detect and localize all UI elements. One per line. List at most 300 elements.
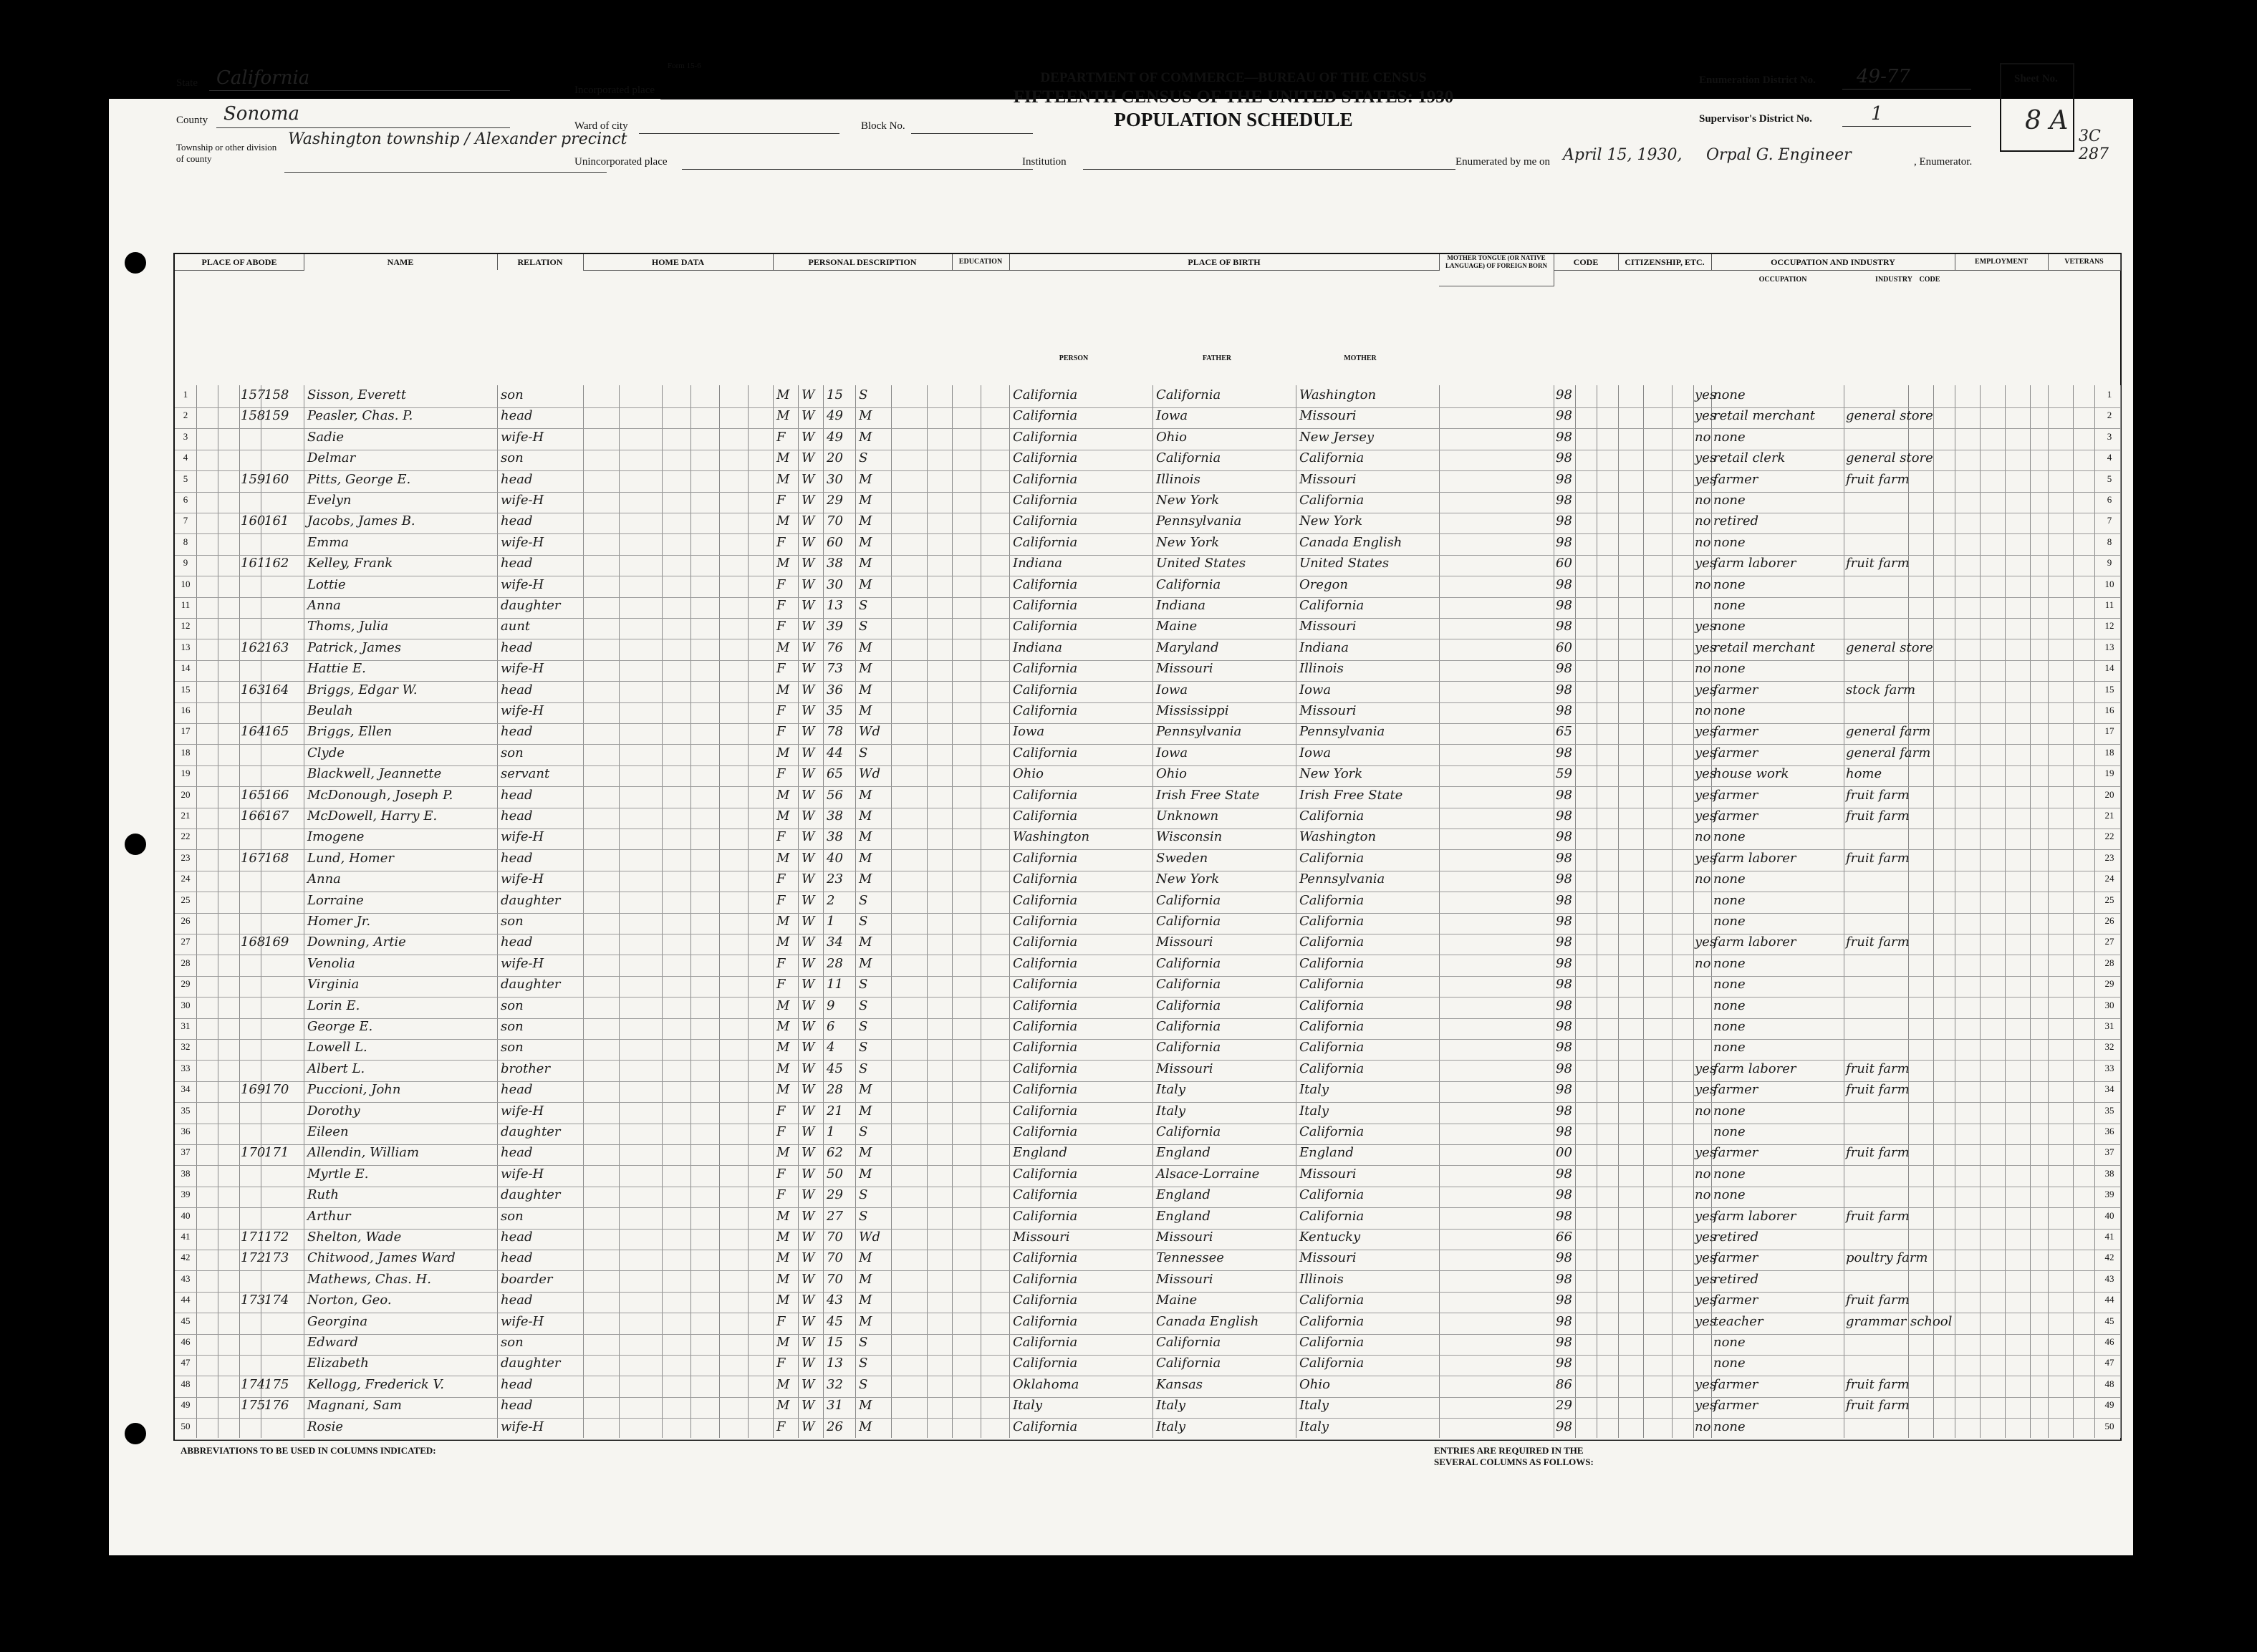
line-number-right: 38 (2104, 1167, 2114, 1179)
table-row (175, 1166, 2120, 1187)
occupation: farmer (1713, 724, 1758, 740)
table-row (175, 1250, 2120, 1271)
birthplace-father: California (1156, 914, 1221, 929)
person-name: Chitwood, James Ward (307, 1250, 456, 1266)
industry: fruit farm (1846, 934, 1910, 950)
occupation: farmer (1713, 682, 1758, 697)
birthplace-mother: California (1299, 1356, 1365, 1371)
able-to-speak-english: yes (1695, 1271, 1717, 1287)
birthplace-person: California (1013, 1082, 1078, 1098)
table-row (175, 555, 2120, 576)
able-to-speak-english: no (1695, 576, 1711, 592)
industry: general farm (1846, 745, 1931, 760)
birth-code: 98 (1556, 850, 1572, 866)
birthplace-mother: California (1299, 1187, 1365, 1203)
birth-code: 98 (1556, 408, 1572, 424)
able-to-speak-english: yes (1695, 934, 1717, 950)
line-number: 23 (181, 851, 191, 863)
table-row (175, 934, 2120, 955)
birthplace-father: California (1156, 450, 1221, 466)
sex: M (776, 1335, 790, 1350)
birthplace-person: California (1013, 1271, 1078, 1287)
race: W (802, 598, 815, 613)
birth-code: 29 (1556, 1398, 1572, 1414)
table-row (175, 1061, 2120, 1082)
sex: M (776, 556, 790, 571)
sex: M (776, 1040, 790, 1056)
able-to-speak-english: yes (1695, 1145, 1717, 1161)
able-to-speak-english: no (1695, 1419, 1711, 1434)
birthplace-father: Alsace-Lorraine (1156, 1166, 1260, 1182)
table-row (175, 808, 2120, 829)
relation: aunt (501, 619, 531, 634)
group-abode: PLACE OF ABODE (175, 254, 304, 271)
relation: boarder (501, 1271, 553, 1287)
person-name: Virginia (307, 977, 360, 992)
person-name: Edward (307, 1335, 358, 1350)
line-number-right: 8 (2107, 536, 2112, 547)
age: 43 (827, 1293, 843, 1308)
marital-status: M (859, 850, 872, 866)
race: W (802, 1419, 815, 1434)
occupation: none (1713, 1187, 1746, 1203)
birthplace-person: California (1013, 1124, 1078, 1139)
group-name: NAME (304, 254, 498, 270)
race: W (802, 1293, 815, 1308)
birthplace-mother: California (1299, 1208, 1365, 1224)
birth-code: 98 (1556, 1187, 1572, 1203)
ed-label: Enumeration District No. (1699, 74, 1816, 86)
enumerated-label: Enumerated by me on (1455, 156, 1551, 168)
person-name: Patrick, James (307, 639, 401, 655)
able-to-speak-english: no (1695, 955, 1711, 971)
birthplace-father: New York (1156, 534, 1220, 550)
sex: M (776, 471, 790, 487)
able-to-speak-english: yes (1695, 450, 1717, 466)
birthplace-father: California (1156, 977, 1221, 992)
able-to-speak-english: yes (1695, 1250, 1717, 1266)
race: W (802, 766, 815, 782)
person-name: Clyde (307, 745, 345, 760)
birthplace-person: California (1013, 1250, 1078, 1266)
occupation: none (1713, 429, 1746, 445)
table-row (175, 955, 2120, 977)
occupation: farmer (1713, 1293, 1758, 1308)
relation: son (501, 387, 524, 402)
race: W (802, 1187, 815, 1203)
marital-status: M (859, 1082, 872, 1098)
line-number-right: 39 (2104, 1189, 2114, 1200)
birthplace-person: California (1013, 998, 1078, 1013)
race: W (802, 998, 815, 1013)
race: W (802, 1040, 815, 1056)
birth-code: 98 (1556, 871, 1572, 887)
able-to-speak-english: no (1695, 703, 1711, 718)
family-number: 163 (264, 639, 289, 655)
race: W (802, 1208, 815, 1224)
birth-code: 98 (1556, 450, 1572, 466)
institution-underline (1083, 169, 1455, 170)
ed-underline (1842, 89, 1971, 90)
sex: F (776, 955, 786, 971)
age: 30 (827, 471, 843, 487)
race: W (802, 724, 815, 740)
dwelling-number: 161 (241, 556, 266, 571)
marital-status: M (859, 787, 872, 803)
line-number-right: 12 (2104, 620, 2114, 632)
birth-code: 98 (1556, 914, 1572, 929)
table-row (175, 745, 2120, 766)
line-number: 49 (181, 1399, 191, 1411)
birthplace-father: Maryland (1156, 639, 1219, 655)
sex: F (776, 661, 786, 677)
industry: fruit farm (1846, 850, 1910, 866)
census-sheet (109, 62, 2133, 1555)
birthplace-mother: Irish Free State (1299, 787, 1403, 803)
race: W (802, 387, 815, 402)
able-to-speak-english: yes (1695, 850, 1717, 866)
line-number-right: 49 (2104, 1399, 2114, 1411)
birthplace-person: Italy (1013, 1398, 1043, 1414)
occupation: none (1713, 598, 1746, 613)
marital-status: M (859, 1293, 872, 1308)
line-number-right: 11 (2104, 599, 2114, 610)
line-number: 17 (181, 725, 191, 737)
birthplace-person: California (1013, 1103, 1078, 1119)
line-number-right: 32 (2104, 1041, 2114, 1053)
family-number: 173 (264, 1250, 289, 1266)
relation: wife-H (501, 429, 544, 445)
age: 28 (827, 1082, 843, 1098)
dwelling-number: 171 (241, 1230, 266, 1245)
relation: daughter (501, 1356, 561, 1371)
table-row (175, 1355, 2120, 1376)
occupation: farmer (1713, 1398, 1758, 1414)
race: W (802, 534, 815, 550)
group-home: HOME DATA (583, 254, 774, 271)
occupation: none (1713, 493, 1746, 508)
occupation: farm laborer (1713, 556, 1796, 571)
dwelling-number: 159 (241, 471, 266, 487)
birth-code: 98 (1556, 1356, 1572, 1371)
line-number: 35 (181, 1104, 191, 1116)
age: 70 (827, 513, 843, 529)
table-row (175, 998, 2120, 1019)
group-occupation: OCCUPATION AND INDUSTRY (1711, 254, 1955, 271)
age: 30 (827, 576, 843, 592)
birthplace-father: California (1156, 387, 1221, 402)
birthplace-mother: California (1299, 1061, 1365, 1076)
person-name: Jacobs, James B. (307, 513, 415, 529)
dwelling-number: 174 (241, 1376, 266, 1392)
county-underline (216, 127, 510, 128)
birthplace-mother: Ohio (1299, 1376, 1330, 1392)
birthplace-father: Pennsylvania (1156, 513, 1242, 529)
birthplace-person: California (1013, 1293, 1078, 1308)
person-name: Thoms, Julia (307, 619, 389, 634)
relation: wife-H (501, 1313, 544, 1329)
occupation: none (1713, 576, 1746, 592)
birthplace-person: California (1013, 408, 1078, 424)
person-name: Rosie (307, 1419, 344, 1434)
birthplace-person: California (1013, 1040, 1078, 1056)
colhead-code: CODE (1919, 276, 1940, 284)
birthplace-person: California (1013, 493, 1078, 508)
age: 70 (827, 1230, 843, 1245)
sex: F (776, 829, 786, 845)
table-row (175, 492, 2120, 513)
able-to-speak-english: yes (1695, 619, 1717, 634)
person-name: Kelley, Frank (307, 556, 393, 571)
occupation: none (1713, 998, 1746, 1013)
table-row (175, 597, 2120, 619)
birth-code: 98 (1556, 1019, 1572, 1034)
family-number: 158 (264, 387, 289, 402)
birth-code: 98 (1556, 387, 1572, 402)
occupation: retired (1713, 1271, 1759, 1287)
dwelling-number: 164 (241, 724, 266, 740)
table-row (175, 429, 2120, 450)
incorporated-underline (660, 99, 1033, 100)
birthplace-person: California (1013, 871, 1078, 887)
industry: general store (1846, 450, 1933, 466)
sex: F (776, 429, 786, 445)
line-number-right: 13 (2104, 641, 2114, 652)
able-to-speak-english: no (1695, 534, 1711, 550)
birthplace-person: California (1013, 1356, 1078, 1371)
able-to-speak-english: no (1695, 513, 1711, 529)
birth-code: 98 (1556, 598, 1572, 613)
person-name: Eileen (307, 1124, 349, 1139)
birthplace-mother: New York (1299, 513, 1363, 529)
birth-code: 98 (1556, 1103, 1572, 1119)
birthplace-father: Maine (1156, 1293, 1198, 1308)
race: W (802, 808, 815, 823)
race: W (802, 787, 815, 803)
sex: F (776, 1313, 786, 1329)
able-to-speak-english: yes (1695, 1208, 1717, 1224)
person-name: Hattie E. (307, 661, 366, 677)
person-name: Lorraine (307, 892, 364, 908)
able-to-speak-english: no (1695, 1166, 1711, 1182)
race: W (802, 1335, 815, 1350)
occupation: none (1713, 534, 1746, 550)
birthplace-mother: Pennsylvania (1299, 871, 1385, 887)
birth-code: 98 (1556, 977, 1572, 992)
age: 15 (827, 387, 843, 402)
birth-code: 98 (1556, 682, 1572, 697)
line-number: 50 (181, 1420, 191, 1431)
able-to-speak-english: yes (1695, 682, 1717, 697)
occupation: none (1713, 892, 1746, 908)
person-name: Pitts, George E. (307, 471, 411, 487)
age: 32 (827, 1376, 843, 1392)
race: W (802, 1103, 815, 1119)
marital-status: S (859, 1124, 868, 1139)
marital-status: S (859, 1019, 868, 1034)
table-row (175, 1208, 2120, 1230)
race: W (802, 493, 815, 508)
industry: fruit farm (1846, 787, 1910, 803)
relation: wife-H (501, 703, 544, 718)
birthplace-father: Missouri (1156, 934, 1213, 950)
state-label: State (176, 77, 198, 89)
person-name: Arthur (307, 1208, 351, 1224)
relation: daughter (501, 977, 561, 992)
race: W (802, 977, 815, 992)
person-name: Lottie (307, 576, 346, 592)
group-citizenship: CITIZENSHIP, ETC. (1618, 254, 1712, 271)
marital-status: M (859, 829, 872, 845)
line-number: 34 (181, 1083, 191, 1095)
marital-status: M (859, 1145, 872, 1161)
table-row (175, 682, 2120, 703)
birthplace-person: California (1013, 892, 1078, 908)
birthplace-person: California (1013, 1335, 1078, 1350)
marital-status: M (859, 1250, 872, 1266)
birth-code: 65 (1556, 724, 1572, 740)
able-to-speak-english: yes (1695, 1398, 1717, 1414)
person-name: Homer Jr. (307, 914, 371, 929)
birthplace-person: California (1013, 576, 1078, 592)
birthplace-father: England (1156, 1145, 1211, 1161)
race: W (802, 1061, 815, 1076)
person-name: Lowell L. (307, 1040, 367, 1056)
able-to-speak-english: yes (1695, 745, 1717, 760)
birthplace-person: California (1013, 534, 1078, 550)
line-number-right: 37 (2104, 1146, 2114, 1158)
table-row (175, 1018, 2120, 1040)
line-number: 42 (181, 1252, 191, 1263)
table-row (175, 829, 2120, 850)
occupation: farm laborer (1713, 850, 1796, 866)
dwelling-number: 172 (241, 1250, 266, 1266)
age: 15 (827, 1335, 843, 1350)
birthplace-person: California (1013, 787, 1078, 803)
age: 78 (827, 724, 843, 740)
able-to-speak-english: yes (1695, 808, 1717, 823)
sex: M (776, 1398, 790, 1414)
line-number: 21 (181, 810, 191, 821)
table-row (175, 450, 2120, 471)
marital-status: M (859, 513, 872, 529)
abbrev-title: ABBREVIATIONS TO BE USED IN COLUMNS INDICATED: (181, 1445, 436, 1456)
industry: fruit farm (1846, 556, 1910, 571)
birthplace-person: California (1013, 387, 1078, 402)
occupation: retired (1713, 1230, 1759, 1245)
race: W (802, 914, 815, 929)
age: 31 (827, 1398, 843, 1414)
person-name: Allendin, William (307, 1145, 420, 1161)
race: W (802, 576, 815, 592)
table-row (175, 1103, 2120, 1124)
able-to-speak-english: yes (1695, 471, 1717, 487)
relation: son (501, 914, 524, 929)
relation: son (501, 745, 524, 760)
age: 56 (827, 787, 843, 803)
birth-code: 98 (1556, 471, 1572, 487)
race: W (802, 661, 815, 677)
birthplace-father: Irish Free State (1156, 787, 1260, 803)
family-number: 162 (264, 556, 289, 571)
line-number: 41 (181, 1231, 191, 1242)
line-number-right: 9 (2107, 557, 2112, 569)
birthplace-person: California (1013, 934, 1078, 950)
line-number-right: 41 (2104, 1231, 2114, 1242)
person-name: Shelton, Wade (307, 1230, 402, 1245)
birthplace-person: California (1013, 619, 1078, 634)
sex: F (776, 703, 786, 718)
age: 11 (827, 977, 843, 992)
occupation: none (1713, 914, 1746, 929)
occupation: farm laborer (1713, 1061, 1796, 1076)
able-to-speak-english: yes (1695, 1313, 1717, 1329)
birth-code: 98 (1556, 1271, 1572, 1287)
sex: M (776, 1376, 790, 1392)
marital-status: Wd (859, 724, 881, 740)
birthplace-mother: Illinois (1299, 661, 1344, 677)
age: 20 (827, 450, 843, 466)
incorporated-label: Incorporated place (574, 84, 655, 96)
group-relation: RELATION (497, 254, 584, 270)
sex: M (776, 1230, 790, 1245)
sex: F (776, 1103, 786, 1119)
occupation: none (1713, 955, 1746, 971)
line-number: 33 (181, 1062, 191, 1073)
line-number: 18 (181, 746, 191, 758)
industry: fruit farm (1846, 1208, 1910, 1224)
birth-code: 98 (1556, 1293, 1572, 1308)
schedule-title: POPULATION SCHEDULE (1114, 109, 1353, 130)
marital-status: M (859, 639, 872, 655)
race: W (802, 619, 815, 634)
age: 50 (827, 1166, 843, 1182)
industry: stock farm (1846, 682, 1916, 697)
relation: head (501, 1293, 533, 1308)
birthplace-mother: California (1299, 450, 1365, 466)
marital-status: M (859, 534, 872, 550)
sheet-stamp: 3C 287 (2079, 127, 2109, 163)
marital-status: M (859, 493, 872, 508)
birthplace-person: California (1013, 1061, 1078, 1076)
line-number: 22 (181, 831, 191, 842)
colhead-occupation: OCCUPATION (1758, 276, 1807, 284)
occupation: retail merchant (1713, 408, 1816, 424)
birthplace-mother: Italy (1299, 1103, 1329, 1119)
marital-status: M (859, 1271, 872, 1287)
marital-status: M (859, 955, 872, 971)
birth-code: 98 (1556, 513, 1572, 529)
birthplace-mother: Italy (1299, 1419, 1329, 1434)
birthplace-father: Indiana (1156, 598, 1206, 613)
relation: son (501, 998, 524, 1013)
sex: F (776, 766, 786, 782)
birthplace-mother: Oregon (1299, 576, 1348, 592)
birthplace-father: New York (1156, 871, 1220, 887)
birthplace-person: California (1013, 914, 1078, 929)
age: 6 (827, 1019, 835, 1034)
birth-code: 98 (1556, 745, 1572, 760)
birthplace-person: California (1013, 471, 1078, 487)
birthplace-mother: Missouri (1299, 1250, 1357, 1266)
birthplace-person: Iowa (1013, 724, 1045, 740)
dwelling-number: 166 (241, 808, 266, 823)
age: 40 (827, 850, 843, 866)
relation: servant (501, 766, 550, 782)
marital-status: M (859, 471, 872, 487)
line-number-right: 31 (2104, 1020, 2114, 1031)
birthplace-mother: California (1299, 850, 1365, 866)
